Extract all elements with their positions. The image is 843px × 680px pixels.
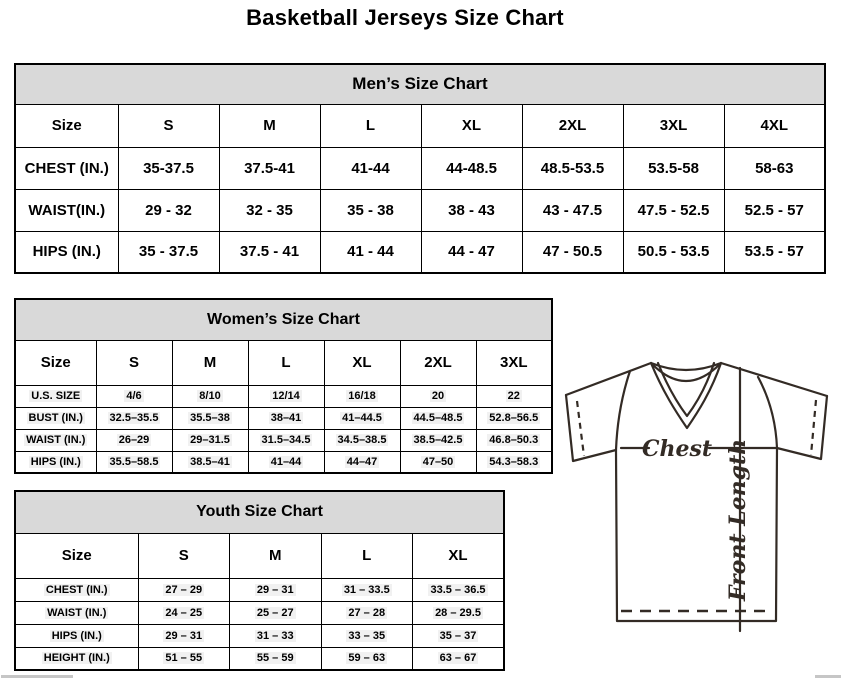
table-cell: 34.5–38.5	[324, 429, 400, 451]
table-cell: 29 – 31	[138, 624, 230, 647]
table-cell: 35-37.5	[118, 147, 219, 189]
table-cell: 31 – 33	[230, 624, 322, 647]
table-cell: 44-48.5	[421, 147, 522, 189]
table-cell: 35 - 38	[320, 189, 421, 231]
table-row	[15, 189, 825, 231]
table-cell: 20	[400, 385, 476, 407]
table-cell: 55 – 59	[230, 647, 322, 670]
column-header: M	[172, 340, 248, 385]
column-header-row	[15, 533, 504, 578]
youth-size-table	[14, 490, 505, 671]
table-cell: 44.5–48.5	[400, 407, 476, 429]
table-cell: 47–50	[400, 451, 476, 473]
chest-label: Chest	[641, 436, 713, 462]
column-header: M	[230, 533, 322, 578]
jersey-measurement-diagram	[556, 350, 843, 680]
column-header: L	[320, 104, 421, 147]
column-header: L	[321, 533, 413, 578]
table-cell: 51 – 55	[138, 647, 230, 670]
table-cell: 47.5 - 52.5	[623, 189, 724, 231]
column-header-size: Size	[15, 533, 138, 578]
column-header: M	[219, 104, 320, 147]
column-header: XL	[421, 104, 522, 147]
table-cell: 35 – 37	[413, 624, 505, 647]
table-row	[15, 647, 504, 670]
column-header: S	[96, 340, 172, 385]
jersey-right-sleeve	[777, 396, 827, 459]
table-cell: 46.8–50.3	[476, 429, 552, 451]
table-cell: 44–47	[324, 451, 400, 473]
table-cell: 63 – 67	[413, 647, 505, 670]
table-cell: 29 - 32	[118, 189, 219, 231]
table-cell: 38.5–42.5	[400, 429, 476, 451]
table-cell: 53.5 - 57	[724, 231, 825, 273]
table-cell: 43 - 47.5	[522, 189, 623, 231]
column-header: 3XL	[623, 104, 724, 147]
jersey-left-sleeve	[566, 395, 616, 461]
table-cell: 35.5–38	[172, 407, 248, 429]
column-header-row	[15, 104, 825, 147]
table-row	[15, 385, 552, 407]
table-cell: 53.5-58	[623, 147, 724, 189]
table-cell: 38 - 43	[421, 189, 522, 231]
column-header: 3XL	[476, 340, 552, 385]
jersey-body-outline	[616, 448, 777, 621]
table-row	[15, 601, 504, 624]
table-cell: 37.5-41	[219, 147, 320, 189]
table-row	[15, 407, 552, 429]
table-cell: 37.5 - 41	[219, 231, 320, 273]
table-cell: 33 – 35	[321, 624, 413, 647]
table-cell: 41-44	[320, 147, 421, 189]
column-header: 2XL	[522, 104, 623, 147]
table-cell: 50.5 - 53.5	[623, 231, 724, 273]
row-label: CHEST (IN.)	[15, 147, 118, 189]
table-cell: 38–41	[248, 407, 324, 429]
table-cell: 52.5 - 57	[724, 189, 825, 231]
column-header: S	[118, 104, 219, 147]
table-cell: 26–29	[96, 429, 172, 451]
table-row	[15, 578, 504, 601]
row-label: HIPS (IN.)	[15, 451, 96, 473]
table-cell: 58-63	[724, 147, 825, 189]
table-header-row	[15, 299, 552, 340]
table-cell: 41–44	[248, 451, 324, 473]
row-label: HEIGHT (IN.)	[15, 647, 138, 670]
table-cell: 54.3–58.3	[476, 451, 552, 473]
table-cell: 44 - 47	[421, 231, 522, 273]
table-cell: 59 – 63	[321, 647, 413, 670]
table-cell: 22	[476, 385, 552, 407]
table-cell: 38.5–41	[172, 451, 248, 473]
jersey-right-sleeve-seam	[758, 377, 777, 448]
table-header-row	[15, 64, 825, 104]
jersey-right-cuff-dashed-line	[811, 400, 816, 455]
table-cell: 16/18	[324, 385, 400, 407]
table-cell: 31 – 33.5	[321, 578, 413, 601]
table-cell: 41–44.5	[324, 407, 400, 429]
column-header: S	[138, 533, 230, 578]
table-cell: 8/10	[172, 385, 248, 407]
table-cell: 12/14	[248, 385, 324, 407]
table-row	[15, 147, 825, 189]
jersey-left-sleeve-seam	[616, 371, 630, 450]
table-cell: 47 - 50.5	[522, 231, 623, 273]
jersey-left-cuff-dashed-line	[577, 401, 584, 456]
table-row	[15, 231, 825, 273]
table-cell: 29 – 31	[230, 578, 322, 601]
table-cell: 32.5–35.5	[96, 407, 172, 429]
table-header-row	[15, 491, 504, 533]
row-label: BUST (IN.)	[15, 407, 96, 429]
row-label: HIPS (IN.)	[15, 624, 138, 647]
page-title: Basketball Jerseys Size Chart	[246, 5, 564, 30]
table-cell: 27 – 28	[321, 601, 413, 624]
row-label: HIPS (IN.)	[15, 231, 118, 273]
jersey-left-shoulder-line	[566, 363, 651, 395]
table-cell: 4/6	[96, 385, 172, 407]
table-cell: 41 - 44	[320, 231, 421, 273]
h-scrollbar-fragment-right[interactable]	[815, 675, 841, 678]
column-header: 2XL	[400, 340, 476, 385]
h-scrollbar-fragment-left[interactable]	[1, 675, 73, 678]
jersey-right-shoulder-line	[721, 363, 827, 396]
table-row	[15, 429, 552, 451]
front-length-label: Front Length	[725, 438, 751, 602]
column-header-size: Size	[15, 104, 118, 147]
table-title: Women’s Size Chart	[15, 299, 552, 340]
table-row	[15, 624, 504, 647]
row-label: CHEST (IN.)	[15, 578, 138, 601]
table-row	[15, 451, 552, 473]
row-label: WAIST(IN.)	[15, 189, 118, 231]
column-header: L	[248, 340, 324, 385]
table-cell: 28 – 29.5	[413, 601, 505, 624]
row-label: WAIST (IN.)	[15, 429, 96, 451]
mens-size-table	[14, 63, 826, 274]
table-cell: 25 – 27	[230, 601, 322, 624]
table-cell: 24 – 25	[138, 601, 230, 624]
table-cell: 35.5–58.5	[96, 451, 172, 473]
table-cell: 31.5–34.5	[248, 429, 324, 451]
column-header: XL	[324, 340, 400, 385]
row-label: WAIST (IN.)	[15, 601, 138, 624]
column-header: XL	[413, 533, 505, 578]
table-cell: 48.5-53.5	[522, 147, 623, 189]
table-title: Men’s Size Chart	[15, 64, 825, 104]
table-cell: 35 - 37.5	[118, 231, 219, 273]
table-cell: 32 - 35	[219, 189, 320, 231]
table-title: Youth Size Chart	[15, 491, 504, 533]
table-cell: 29–31.5	[172, 429, 248, 451]
column-header-row	[15, 340, 552, 385]
column-header: 4XL	[724, 104, 825, 147]
row-label: U.S. SIZE	[15, 385, 96, 407]
table-cell: 52.8–56.5	[476, 407, 552, 429]
table-cell: 27 – 29	[138, 578, 230, 601]
column-header-size: Size	[15, 340, 96, 385]
womens-size-table	[14, 298, 553, 474]
table-cell: 33.5 – 36.5	[413, 578, 505, 601]
